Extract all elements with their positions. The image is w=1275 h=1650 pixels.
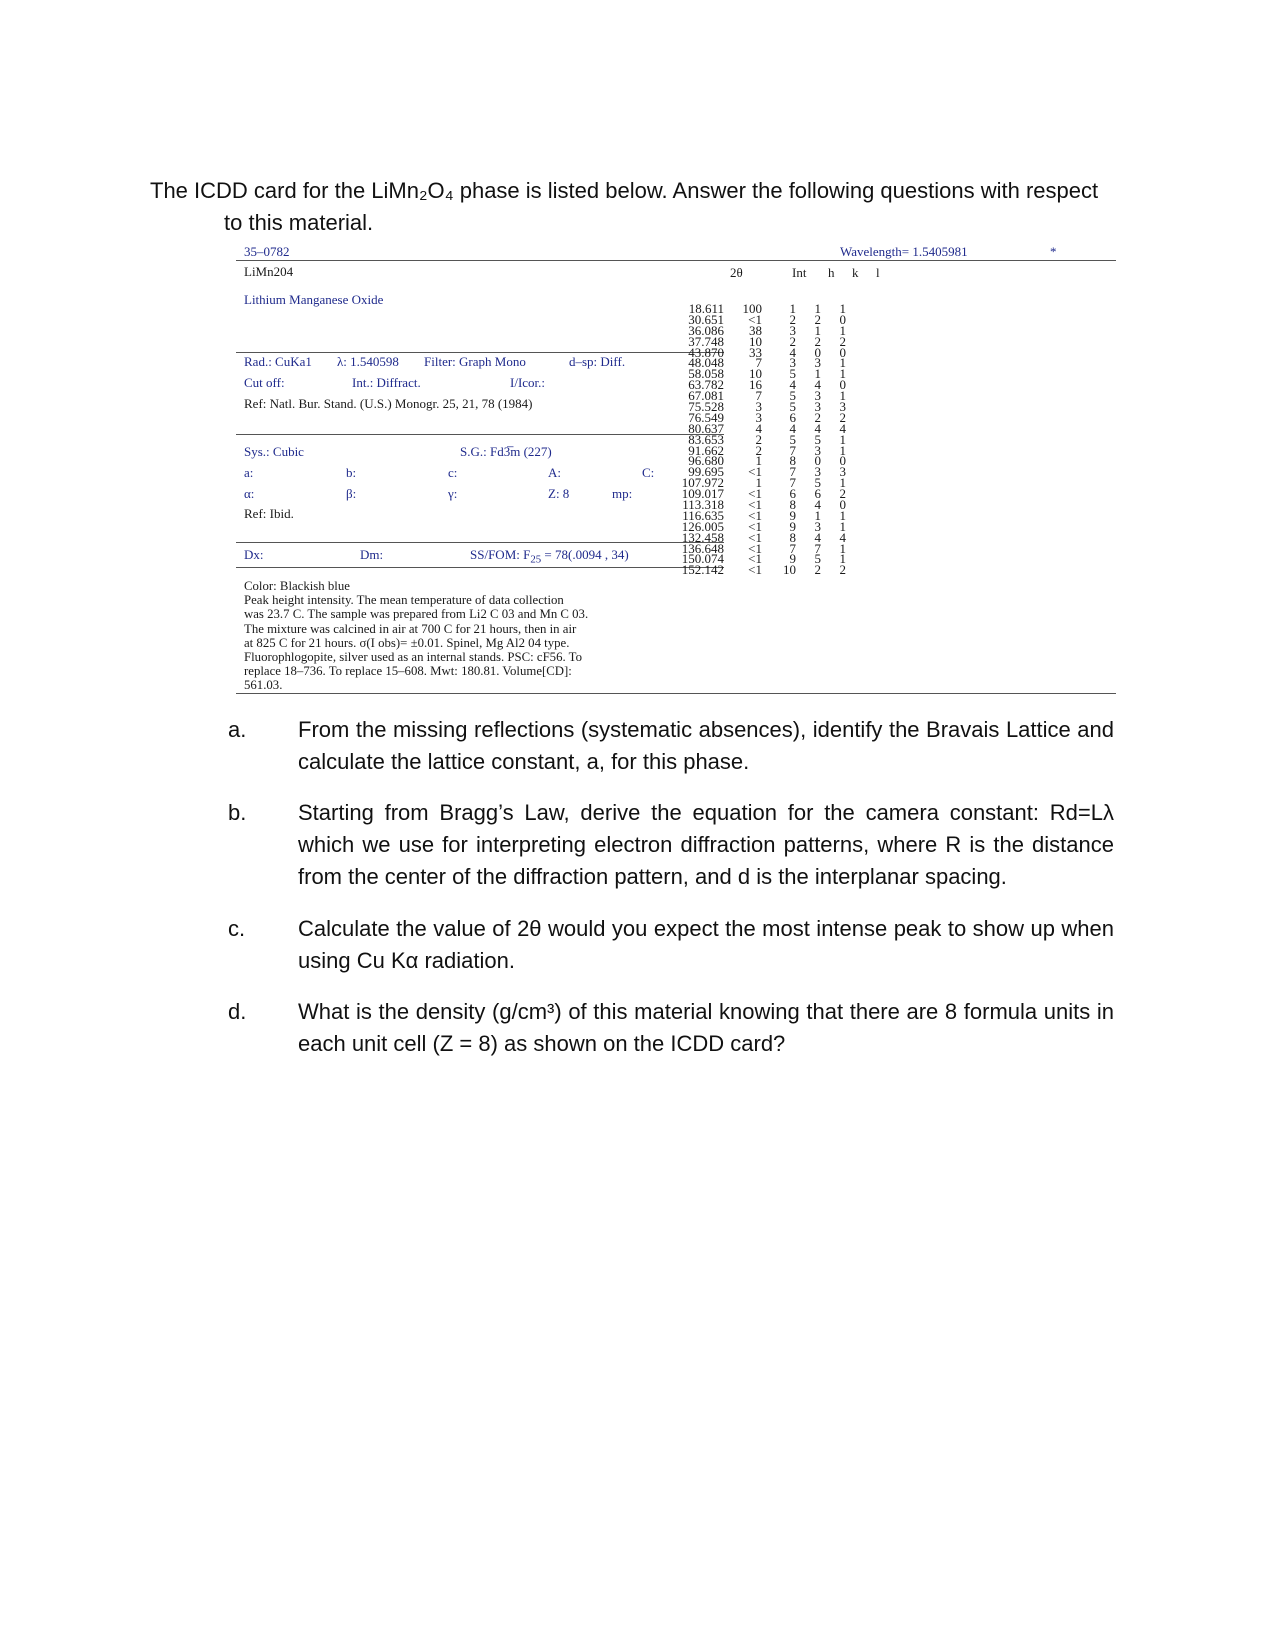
pdf-number: 35–0782 [244,244,290,259]
param-c: c: [448,465,458,480]
peak-l: 1 [839,431,846,447]
question-text: From the missing reflections (systematic absences), identify the Bravais Lattice and calculate the lattice constant, a, for this phase. [298,717,1114,774]
peak-k: 2 [814,562,821,578]
comment-line: The mixture was calcined in air at 700 C for 21 hours, then in air [244,621,577,636]
peak-l: 1 [839,301,846,316]
header-k: k [852,265,859,280]
ss-fom [470,547,629,566]
peak-2theta: 152.142 [681,562,724,578]
peak-h: 1 [789,301,796,316]
peak-intensity: 2 [755,442,762,458]
header-int: Int [792,265,807,280]
lambda: λ: 1.540598 [337,354,399,369]
peak-l: 2 [839,333,846,349]
rule-5 [236,567,724,568]
peak-k: 3 [814,518,821,534]
peak-intensity: <1 [748,540,762,556]
header-l: l [876,265,880,280]
peak-k: 1 [814,366,821,382]
rule-4 [236,542,724,543]
peak-2theta: 30.651 [688,311,724,327]
header-h: h [828,265,835,280]
peak-l: 4 [839,529,846,545]
peak-k: 4 [814,420,821,436]
peak-table [662,301,846,578]
intro-line-1: The ICDD card for the LiMn₂O₄ phase is listed below. Answer the following questions with respect [150,178,1099,203]
peak-2theta: 136.648 [681,540,724,556]
peak-l: 2 [839,562,846,578]
peak-k: 2 [814,333,821,349]
intro-line-2: to this material. [224,210,374,235]
peak-k: 1 [814,301,821,316]
ss-fom-sub: 25 [530,553,542,566]
peak-intensity: <1 [748,518,762,534]
peak-intensity: 10 [749,333,762,349]
peak-k: 4 [814,529,821,545]
peak-h: 3 [789,355,796,371]
top-rule [236,260,1116,261]
peak-l: 2 [839,409,846,425]
star-mark: * [1050,244,1057,259]
peak-intensity: 7 [755,388,762,404]
compound-name: Lithium Manganese Oxide [244,292,384,307]
peak-l: 1 [839,388,846,404]
dx: Dx: [244,547,264,562]
peak-h: 8 [789,453,796,469]
ref-1: Ref: Natl. Bur. Stand. (U.S.) Monogr. 25, 21, 78 (1984) [244,396,533,411]
ss-fom-label: SS/FOM: F [470,547,531,562]
param-mp: mp: [612,486,633,501]
peak-intensity: <1 [748,311,762,327]
comment-line: Fluorophlogopite, silver used as an internal stands. PSC: cF56. To [244,650,582,665]
peak-h: 4 [789,344,796,360]
peak-h: 7 [789,464,796,480]
peak-l: 1 [839,355,846,371]
peak-l: 4 [839,420,846,436]
peak-h: 6 [789,409,796,425]
rule-3 [236,434,724,435]
rad: Rad.: CuKa1 [244,354,312,369]
peak-2theta: 18.611 [688,301,724,316]
peak-k: 1 [814,322,821,338]
peak-intensity: <1 [748,551,762,567]
question-text: Calculate the value of 2θ would you expect the most intense peak to show up when using Cu Kα radiation. [298,916,1114,973]
peak-intensity: 3 [755,399,762,415]
peak-l: 1 [839,540,846,556]
peak-k: 2 [814,311,821,327]
peak-h: 2 [789,333,796,349]
peak-intensity: 4 [755,420,762,436]
peak-2theta: 37.748 [688,333,724,349]
comment-line: Color: Blackish blue [244,579,350,593]
peak-k: 3 [814,464,821,480]
peak-2theta: 116.635 [682,507,724,523]
crystal-system: Sys.: Cubic [244,444,304,459]
param-beta: β: [346,486,357,501]
peak-l: 1 [839,366,846,382]
peak-2theta: 67.081 [688,388,724,404]
peak-intensity: 16 [749,377,762,393]
peak-k: 4 [814,497,821,513]
question-letter: a. [228,717,247,742]
peak-intensity: 33 [749,344,762,360]
comment-line: Peak height intensity. The mean temperature of data collection [244,593,564,608]
comment-line: was 23.7 C. The sample was prepared from Li2 C 03 and Mn C 03. [244,607,589,622]
peak-k: 3 [814,355,821,371]
ref-2: Ref: Ibid. [244,506,294,521]
peak-h: 9 [789,518,796,534]
peak-intensity: 7 [755,355,762,371]
peak-k: 0 [814,344,821,360]
comment-line: at 825 C for 21 hours. σ(I obs)= ±0.01. Spinel, Mg Al2 04 type. [244,635,570,650]
peak-2theta: 58.058 [688,366,724,382]
peak-l: 0 [839,344,846,360]
peak-h: 9 [789,507,796,523]
peak-h: 9 [789,551,796,567]
peak-row [662,562,846,578]
peak-2theta: 99.695 [688,464,724,480]
peak-h: 5 [789,431,796,447]
peak-intensity: 38 [749,322,762,338]
peak-2theta: 83.653 [688,431,724,447]
peak-l: 0 [839,453,846,469]
peak-k: 4 [814,377,821,393]
peak-2theta: 63.782 [688,377,724,393]
peak-intensity: 100 [742,301,762,316]
peak-h: 7 [789,442,796,458]
icdd-card [244,244,1116,720]
cutoff: Cut off: [244,375,285,390]
peak-h: 7 [789,540,796,556]
peak-2theta: 126.005 [681,518,724,534]
peak-2theta: 96.680 [688,453,724,469]
peak-intensity: <1 [748,562,762,578]
formula: LiMn204 [244,264,294,279]
peak-h: 3 [789,322,796,338]
peak-intensity: 10 [749,366,762,382]
param-b: b: [346,465,357,480]
int-method: Int.: Diffract. [352,375,421,390]
peak-l: 1 [839,442,846,458]
question-text: What is the density (g/cm³) of this material knowing that there are 8 formula units in each unit cell (Z = 8) as shown on the ICDD card? [298,999,1114,1056]
peak-2theta: 113.318 [682,497,724,513]
peak-2theta: 75.528 [688,399,724,415]
peak-2theta: 150.074 [681,551,724,567]
bottom-rule [236,693,1116,694]
peak-l: 1 [839,518,846,534]
question-letter: d. [228,999,247,1024]
peak-2theta: 36.086 [688,322,724,338]
peak-k: 2 [814,409,821,425]
param-alpha: α: [244,486,255,501]
peak-intensity: <1 [748,464,762,480]
peak-intensity: <1 [748,497,762,513]
peak-k: 5 [814,475,821,491]
question-letter: c. [228,916,246,941]
peak-intensity: 1 [755,475,762,491]
param-C: C: [642,465,655,480]
peak-l: 1 [839,475,846,491]
peak-l: 0 [839,497,846,513]
peak-l: 0 [839,311,846,327]
peak-h: 6 [789,486,796,502]
rule-2 [236,352,724,353]
peak-l: 3 [839,464,846,480]
peak-h: 4 [789,377,796,393]
peak-l: 0 [839,377,846,393]
peak-h: 8 [789,497,796,513]
param-A: A: [548,465,561,480]
peak-h: 5 [789,388,796,404]
peak-h: 8 [789,529,796,545]
peak-2theta: 80.637 [688,420,724,436]
comment-line: 561.03. [244,678,283,693]
param-a: a: [244,465,254,480]
peak-2theta: 109.017 [681,486,724,502]
peak-2theta: 48.048 [688,355,724,371]
peak-k: 3 [814,388,821,404]
peak-k: 1 [814,507,821,523]
peak-k: 7 [814,540,821,556]
question-text: Starting from Bragg’s Law, derive the equation for the camera constant: Rd=Lλ which we use for interpreting electron diffraction patterns, where R is the distance from the center of the diffraction pattern, and d is the interplanar spacing. [298,800,1114,889]
peak-l: 1 [839,551,846,567]
peak-k: 0 [814,453,821,469]
peak-k: 6 [814,486,821,502]
dm: Dm: [360,547,384,562]
peak-2theta: 91.662 [688,442,724,458]
icor: I/Icor.: [510,375,546,390]
peak-h: 4 [789,420,796,436]
peak-l: 1 [839,322,846,338]
peak-intensity: 1 [755,453,762,469]
peak-2theta: 43.870 [688,344,724,360]
peak-h: 2 [789,311,796,327]
peak-intensity: <1 [748,486,762,502]
question-letter: b. [228,800,247,825]
peak-2theta: 132.458 [681,529,724,545]
dsp: d–sp: Diff. [569,354,626,369]
peak-2theta: 107.972 [681,475,724,491]
comment-block [244,579,684,693]
peak-h: 10 [783,562,796,578]
peak-2theta: 76.549 [688,409,724,425]
space-group: S.G.: Fd3̅m (227) [460,444,552,459]
header-2theta: 2θ [730,265,743,280]
peak-l: 2 [839,486,846,502]
param-z: Z: 8 [548,486,570,501]
intro-paragraph [150,175,1130,239]
wavelength: Wavelength= 1.5405981 [840,244,968,259]
ss-fom-value: = 78(.0094 , 34) [541,547,629,562]
filter: Filter: Graph Mono [424,354,526,369]
param-gamma: γ: [448,486,458,501]
peak-h: 5 [789,366,796,382]
peak-intensity: <1 [748,507,762,523]
peak-h: 7 [789,475,796,491]
comment-line: replace 18–736. To replace 15–608. Mwt: 180.81. Volume[CD]: [244,664,572,679]
peak-k: 3 [814,399,821,415]
peak-l: 3 [839,399,846,415]
peak-k: 5 [814,551,821,567]
peak-k: 3 [814,442,821,458]
peak-intensity: <1 [748,529,762,545]
peak-l: 1 [839,507,846,523]
peak-intensity: 3 [755,409,762,425]
peak-k: 5 [814,431,821,447]
peak-intensity: 2 [755,431,762,447]
peak-h: 5 [789,399,796,415]
